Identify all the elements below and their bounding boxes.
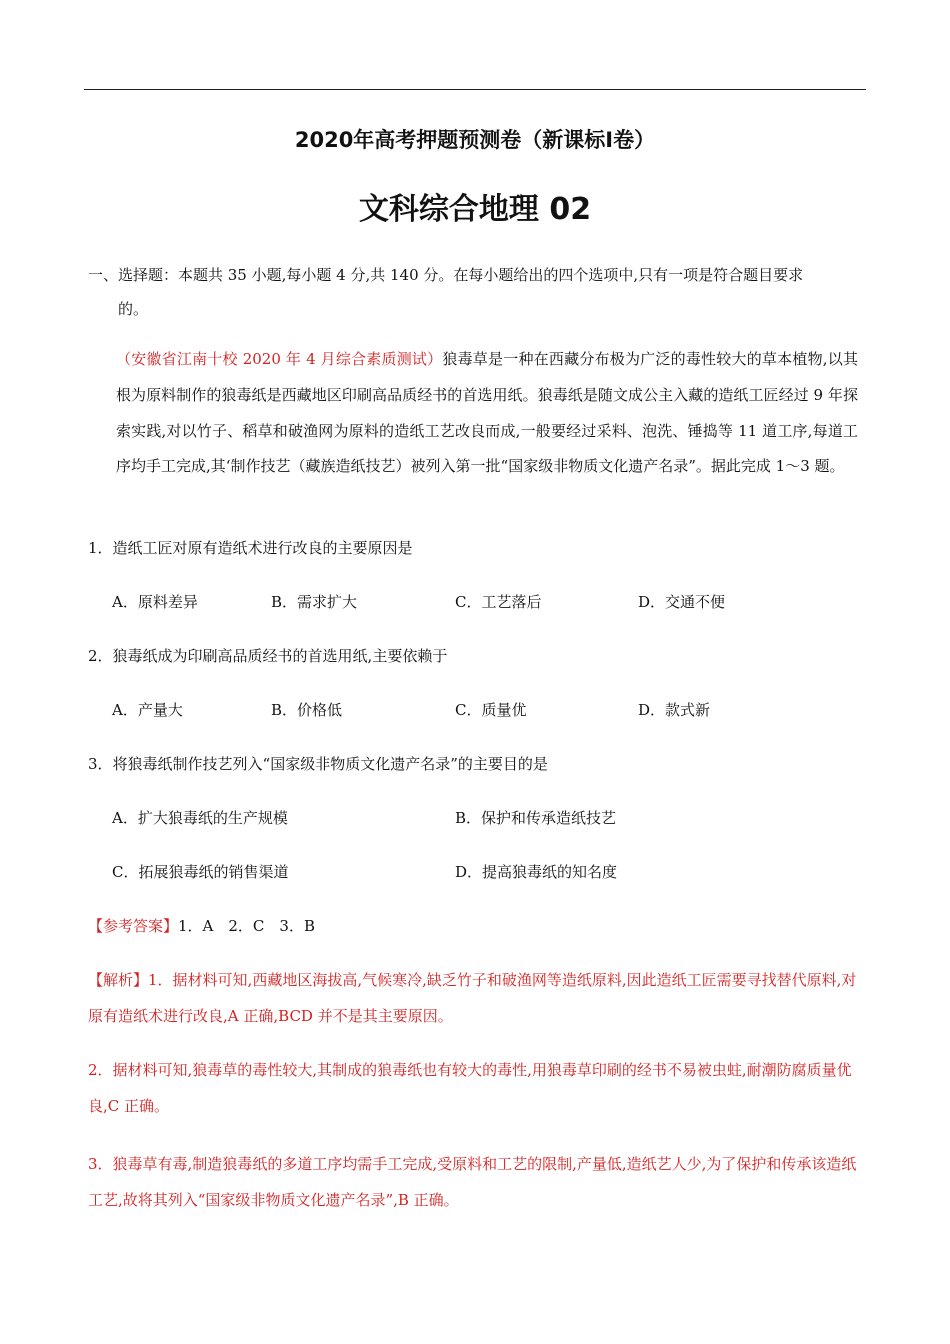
question-3-stem: 3．将狼毒纸制作技艺列入“国家级非物质文化遗产名录”的主要目的是 [88, 755, 548, 773]
analysis-label: 【解析】 [88, 971, 149, 989]
passage-text: 狼毒草是一种在西藏分布极为广泛的毒性较大的草本植物,以其根为原料制作的狼毒纸是西藏地区印刷高品质经书的首选用纸。狼毒纸是随文成公主入藏的造纸工匠经过 9 年探索实践,对以竹子、稻草和破渔网为原料的造纸工艺改良而成,一般要经过采料、泡洗、锤捣等 11 道工序,每道工序均手工完成,其‘制作技艺（藏族造纸技艺）被列入第一批“国家级非物质文化遗产名录”。据此完成 1～3 题。 [116, 350, 858, 476]
q2-option-c[interactable]: C．质量优 [455, 701, 527, 719]
question-1-stem: 1．造纸工匠对原有造纸术进行改良的主要原因是 [88, 539, 413, 557]
question-2-stem: 2．狼毒纸成为印刷高品质经书的首选用纸,主要依赖于 [88, 647, 448, 665]
answer-key [88, 914, 315, 938]
section-line-1: 一、选择题：本题共 35 小题,每小题 4 分,共 140 分。在每小题给出的四个选项中,只有一项是符合题目要求 [88, 266, 804, 284]
q1-option-a[interactable]: A．原料差异 [112, 593, 198, 611]
q1-option-d[interactable]: D．交通不便 [638, 593, 726, 611]
passage-source: （安徽省江南十校 2020 年 4 月综合素质测试） [116, 350, 443, 368]
q2-option-d[interactable]: D．款式新 [638, 701, 711, 719]
q3-option-c[interactable]: C．拓展狼毒纸的销售渠道 [112, 863, 289, 881]
reading-passage [88, 342, 858, 485]
q3-option-a[interactable]: A．扩大狼毒纸的生产规模 [112, 809, 288, 827]
q1-option-c[interactable]: C．工艺落后 [455, 593, 542, 611]
analysis-item-2: 2．据材料可知,狼毒草的毒性较大,其制成的狼毒纸也有较大的毒性,用狼毒草印刷的经书不易被虫蛀,耐潮防腐质量优良,C 正确。 [88, 1061, 852, 1115]
q2-option-a[interactable]: A．产量大 [112, 701, 183, 719]
paper-title: 2020年高考押题预测卷（新课标Ⅰ卷） [294, 128, 656, 152]
q2-option-b[interactable]: B．价格低 [271, 701, 343, 719]
header-rule [84, 89, 866, 90]
q3-option-b[interactable]: B．保护和传承造纸技艺 [455, 809, 617, 827]
paper-subtitle: 文科综合地理 02 [358, 192, 592, 227]
answer-text: 1．A 2．C 3．B [178, 917, 315, 935]
answer-label: 【参考答案】 [88, 917, 179, 935]
q1-option-b[interactable]: B．需求扩大 [271, 593, 358, 611]
analysis-item-1 [88, 962, 862, 1034]
section-instructions [88, 258, 864, 326]
q3-option-d[interactable]: D．提高狼毒纸的知名度 [455, 863, 618, 881]
analysis-item-3: 3．狼毒草有毒,制造狼毒纸的多道工序均需手工完成,受原料和工艺的限制,产量低,造纸艺人少,为了保护和传承该造纸工艺,故将其列入“国家级非物质文化遗产名录”,B 正确。 [88, 1155, 857, 1209]
section-line-2: 的。 [118, 300, 149, 318]
analysis-text-1: 1．据材料可知,西藏地区海拔高,气候寒冷,缺乏竹子和破渔网等造纸原料,因此造纸工匠需要寻找替代原料,对原有造纸术进行改良,A 正确,BCD 并不是其主要原因。 [88, 971, 857, 1025]
